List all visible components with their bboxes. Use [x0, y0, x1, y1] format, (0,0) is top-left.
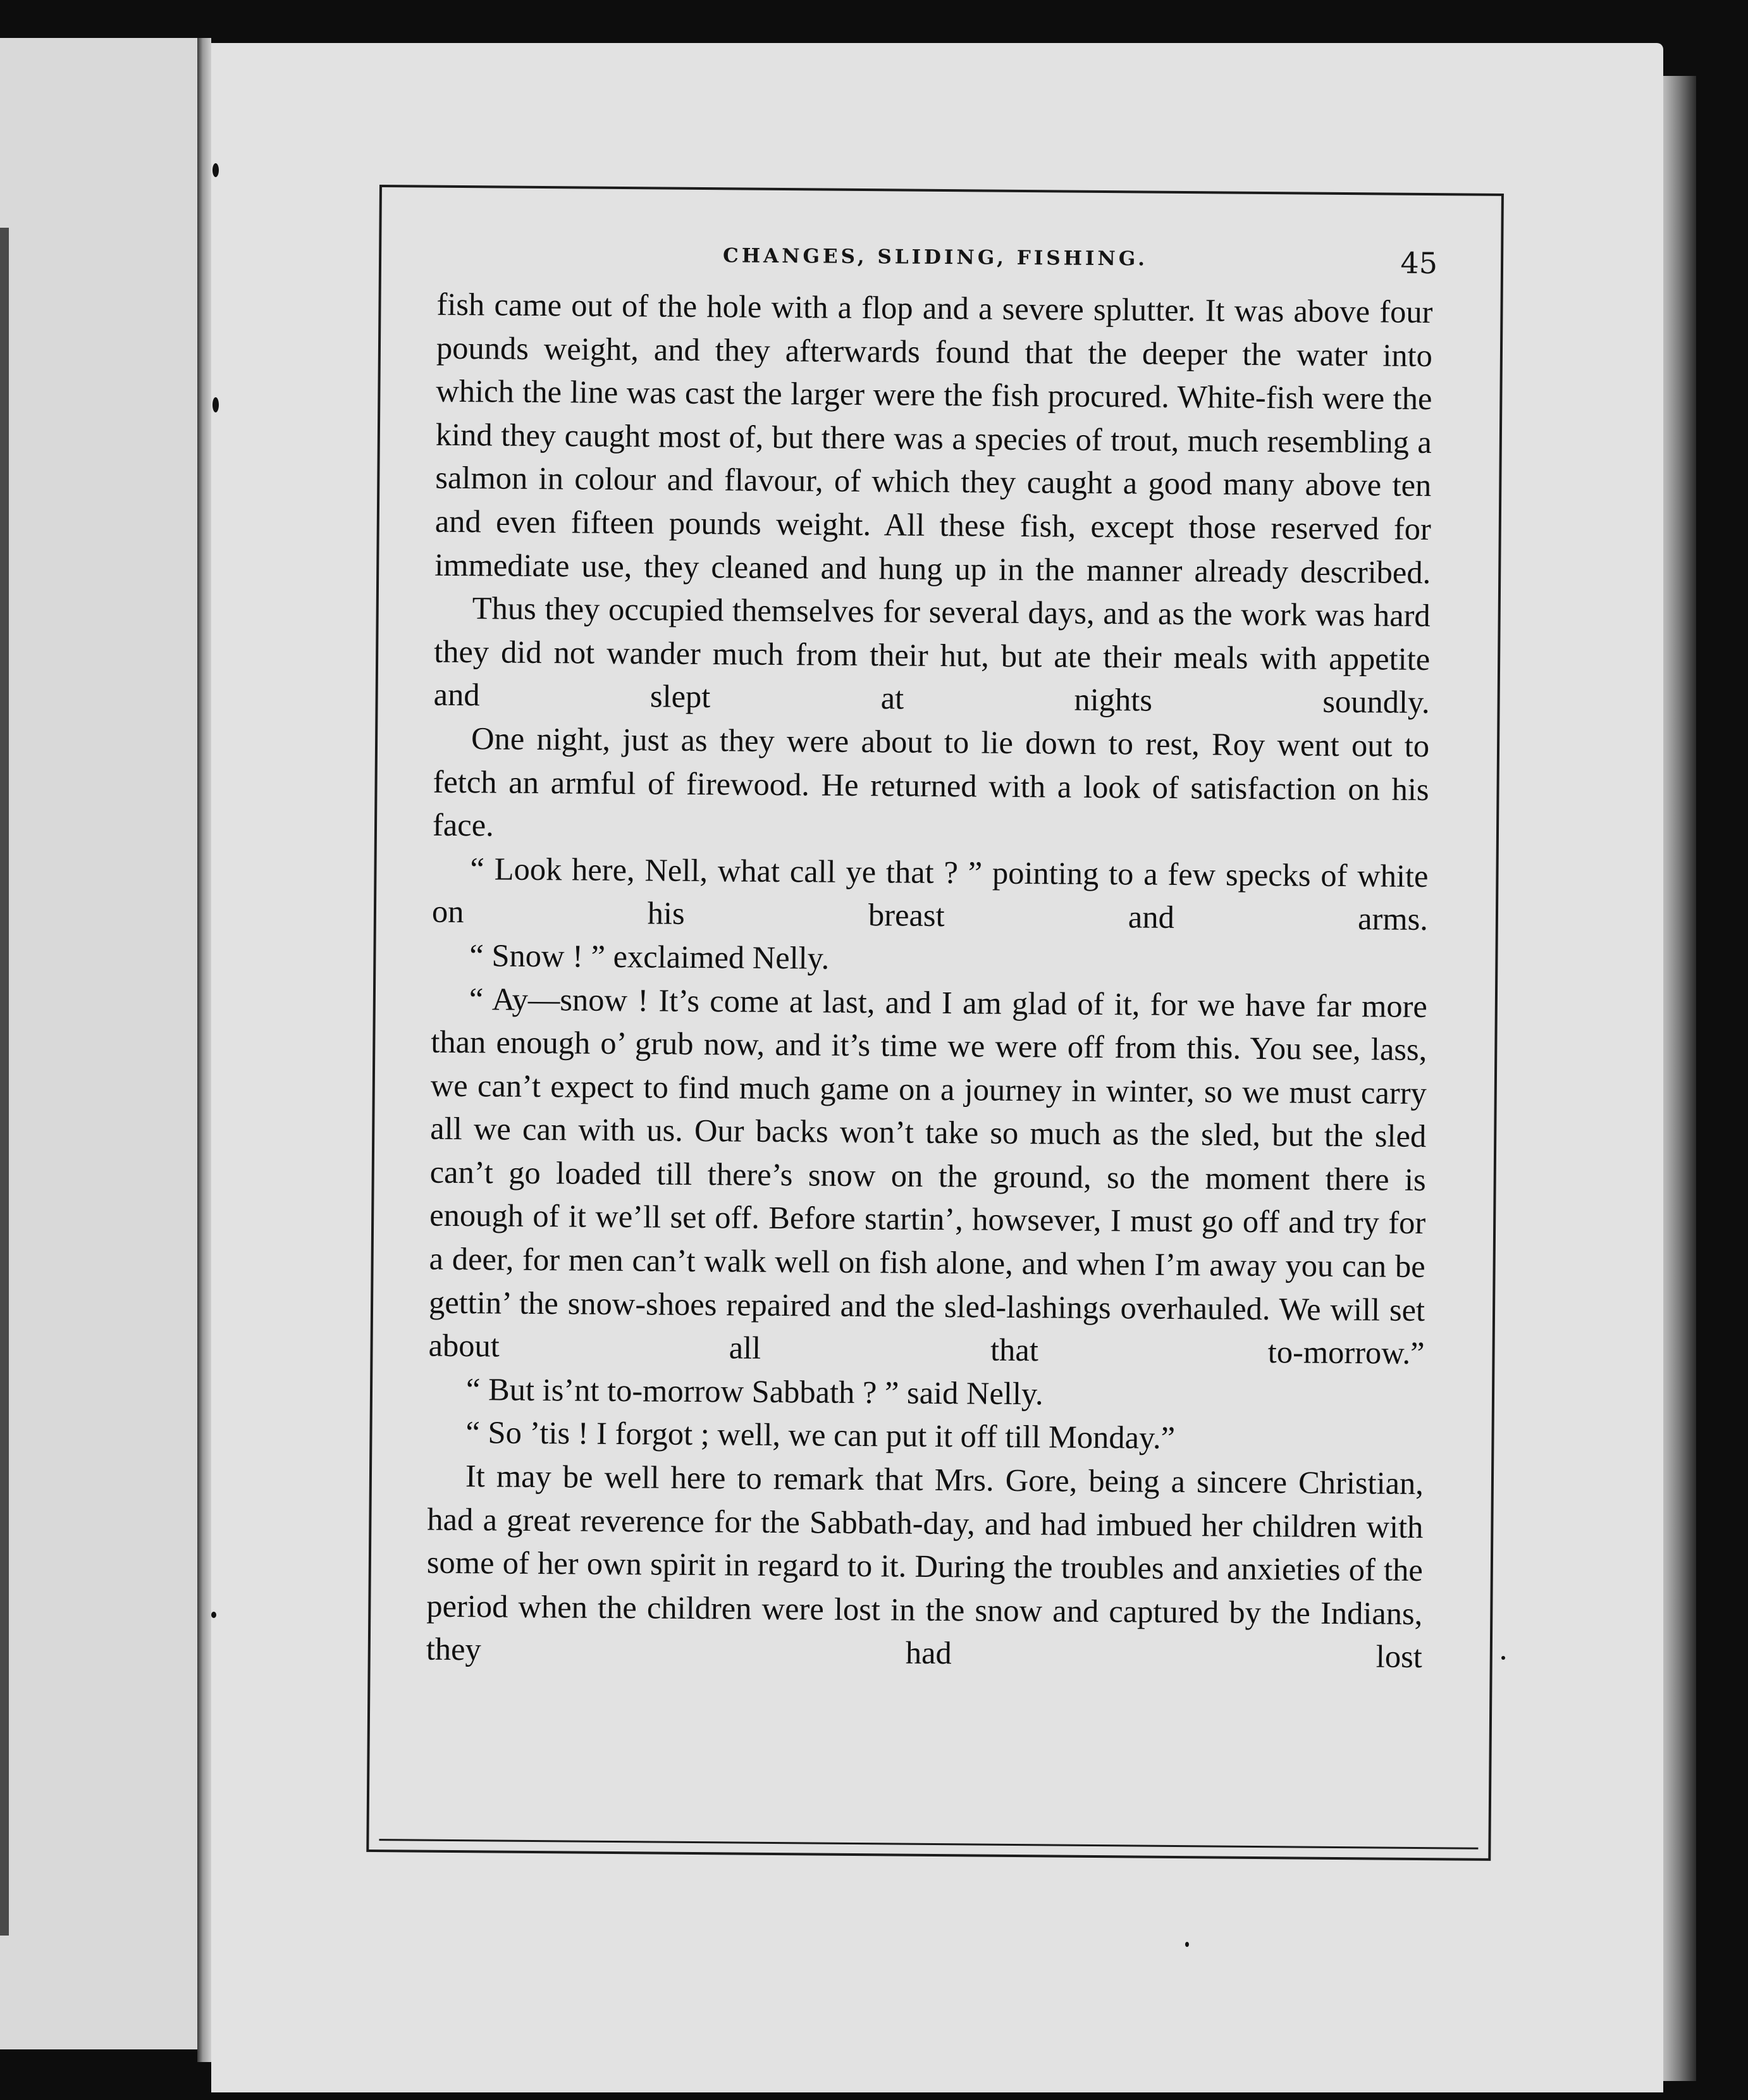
text-frame: [366, 185, 1504, 1861]
paragraph: “ So ’tis ! I forgot ; well, we can put it off till Monday.”: [465, 1414, 1176, 1456]
paper-speck: [1185, 1942, 1189, 1947]
paragraph: “ Look here, Nell, what call ye that ? ” pointing to a few specks of white on his breast and arms.: [431, 850, 1429, 937]
paragraph: fish came out of the hole with a flop and a severe splutter. It was above four pounds weight, and they afterwards found that the deeper the water into which the line was cast the larger were the fish procured. White-fish were the kind they caught most of, but there was a species of trout, much resembling a salmon in colour and flavour, of which they caught a good many above ten and even fifteen pounds weight. All these fish, except those reserved for immediate use, they cleaned and hung up in the manner already described.: [434, 286, 1433, 590]
gutter-mark: [212, 163, 219, 177]
paragraph: One night, just as they were about to lie down to rest, Roy went out to fetch an armful of firewood. He returned with a look of satisfaction on his face.: [432, 720, 1430, 843]
paragraph: “ But is’nt to-morrow Sabbath ? ” said Nelly.: [465, 1371, 1043, 1412]
paper-speck: [1501, 1656, 1505, 1660]
paragraph: “ Snow ! ” exclaimed Nelly.: [469, 937, 830, 976]
left-page-edge: [0, 228, 9, 1936]
gutter-mark: [212, 397, 219, 412]
facing-left-page: [0, 38, 201, 2049]
page-number: 45: [1400, 245, 1438, 281]
book-gutter: [197, 38, 211, 2062]
paragraph: It may be well here to remark that Mrs. Gore, being a sincere Christian, had a great reverence for the Sabbath-day, and had imbued her children with some of her own spirit in regard to it. During the troubles and anxieties of the period when the children were lost in the snow and captured by the Indians, they had lost: [426, 1458, 1424, 1675]
gutter-mark: [211, 1612, 216, 1618]
running-head: CHANGES, SLIDING, FISHING.: [722, 244, 1148, 271]
frame-bottom-rule: [379, 1839, 1478, 1850]
paragraph: “ Ay—snow ! It’s come at last, and I am glad of it, for we have far more than enough o’ grub now, and it’s time we were off from this. You see, lass, we can’t expect to find much game on a journey in winter, so we must carry all we can with us. Our backs won’t take so much as the sled, but the sled can’t go loaded till there’s snow on the ground, so the moment there is enough of it we’ll set off. Before startin’, howsever, I must go off and try for a deer, for men can’t walk well on fish alone, and when I’m away you can be gettin’ the snow-shoes repaired and the sled-lashings overhauled. We will set about all that to-morrow.”: [428, 980, 1428, 1371]
body-text: [426, 283, 1433, 1679]
page-stack-edge: [1663, 76, 1696, 2081]
paragraph: Thus they occupied themselves for several days, and as the work was hard they did not wander much from their hut, but ate their meals with appetite and slept at nights soundly.: [433, 590, 1431, 720]
